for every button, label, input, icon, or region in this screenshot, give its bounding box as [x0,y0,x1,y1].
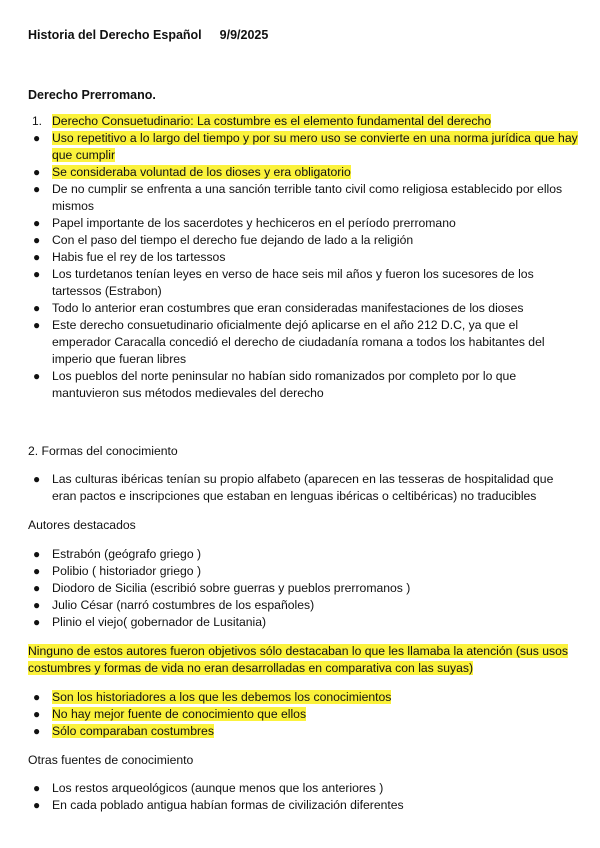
section-title-prerromano: Derecho Prerromano. [28,88,156,102]
list-item-text: Plinio el viejo( gobernador de Lusitania) [52,615,267,629]
document-title: Historia del Derecho Español [28,28,202,42]
list-item: ● Habis fue el rey de los tartessos [33,250,226,264]
list-item-text: Son los historiadores a los que les debemos los conocimientos [52,690,392,704]
list-item-text: Polibio ( historiador griego ) [52,564,202,578]
section-title-formas: 2. Formas del conocimiento [28,444,178,458]
section-title-autores: Autores destacados [28,518,136,532]
list-item: ● Todo lo anterior eran costumbres que eran consideradas manifestaciones de los dioses [33,301,524,315]
list-item: ● No hay mejor fuente de conocimiento que ellos [33,707,307,721]
list-item-text: Todo lo anterior eran costumbres que eran consideradas manifestaciones de los dioses [52,301,524,315]
section1-list [28,113,578,402]
list-item: ● Son los historiadores a los que les debemos los conocimientos [33,690,392,704]
list-item: ● De no cumplir se enfrenta a una sanción terrible tanto civil como religiosa establecido por ellos mismos [33,182,563,213]
document-date: 9/9/2025 [219,28,269,42]
list-item: ● Plinio el viejo( gobernador de Lusitania) [33,615,267,629]
list-item-text: Estrabón (geógrafo griego ) [52,547,202,561]
list-number: 1. [32,114,43,128]
list-item-text: Con el paso del tiempo el derecho fue dejando de lado a la religión [52,233,414,247]
list-item: ● Polibio ( historiador griego ) [33,564,202,578]
list-item: ● Las culturas ibéricas tenían su propio alfabeto (aparecen en las tesseras de hospitalidad que eran pactos e inscripciones que estaban en lenguas ibéricas o celtibéricas) no traducibles [33,472,554,503]
list-item: ● Diodoro de Sicilia (escribió sobre guerras y pueblos prerromanos ) [33,581,411,595]
note-paragraph [28,643,578,677]
list-item-text: Se consideraba voluntad de los dioses y era obligatorio [52,165,351,179]
list-item: ● Papel importante de los sacerdotes y hechiceros en el período prerromano [33,216,456,230]
other-list [28,780,578,814]
document-header [28,27,268,44]
list-item-text: Papel importante de los sacerdotes y hechiceros en el período prerromano [52,216,456,230]
list-item: ● Con el paso del tiempo el derecho fue dejando de lado a la religión [33,233,414,247]
list-item: ● Este derecho consuetudinario oficialmente dejó aplicarse en el año 212 D.C, ya que el emperador Caracalla concedió el derecho de ciudadanía romana a todos los habitantes del imperio que fueran libres [33,318,545,366]
list-item-text: En cada poblado antigua habían formas de civilización diferentes [52,798,404,812]
section-title-otras: Otras fuentes de conocimiento [28,753,194,767]
list-item: ● Estrabón (geógrafo griego ) [33,547,202,561]
authors-list [28,546,578,631]
list-item-text: De no cumplir se enfrenta a una sanción terrible tanto civil como religiosa establecido por ellos mismos [52,182,563,213]
list-item: ● Sólo comparaban costumbres [33,724,214,738]
list-item-text: Los pueblos del norte peninsular no habían sido romanizados por completo por lo que mantuvieron sus métodos medievales del derecho [52,369,517,400]
note-list [28,689,578,740]
list-item-text: Uso repetitivo a lo largo del tiempo y por su mero uso se convierte en una norma jurídica que hay que cumplir [52,131,578,162]
list-item-text: Este derecho consuetudinario oficialmente dejó aplicarse en el año 212 D.C, ya que el emperador Caracalla concedió el derecho de ciudadanía romana a todos los habitantes del imperio que fueran libres [52,318,545,366]
list-item: ● Se consideraba voluntad de los dioses y era obligatorio [33,165,351,179]
list-item: ● Julio César (narró costumbres de los españoles) [33,598,315,612]
list-item-text: Las culturas ibéricas tenían su propio alfabeto (aparecen en las tesseras de hospitalidad que eran pactos e inscripciones que estaban en lenguas ibéricas o celtibéricas) no traducibles [52,472,554,503]
list-item: ● En cada poblado antigua habían formas de civilización diferentes [33,798,404,812]
list-item-text: Los turdetanos tenían leyes en verso de hace seis mil años y fueron los sucesores de los tartessos (Estrabon) [52,267,534,298]
note-text: Ninguno de estos autores fueron objetivos sólo destacaban lo que les llamaba la atención (sus usos costumbres y formas de vida no eran desarrolladas en comparativa con las suyas) [28,644,568,675]
list-item-text: No hay mejor fuente de conocimiento que ellos [52,707,307,721]
list-item-text: Habis fue el rey de los tartessos [52,250,226,264]
list-item-text: Derecho Consuetudinario: La costumbre es el elemento fundamental del derecho [52,114,492,128]
section2-list [28,471,578,505]
list-item: ● Los turdetanos tenían leyes en verso de hace seis mil años y fueron los sucesores de los tartessos (Estrabon) [33,267,534,298]
list-item-text: Sólo comparaban costumbres [52,724,214,738]
list-item-text: Diodoro de Sicilia (escribió sobre guerras y pueblos prerromanos ) [52,581,411,595]
list-item-text: Julio César (narró costumbres de los españoles) [52,598,315,612]
numbered-item [28,113,578,130]
list-item: ● Los restos arqueológicos (aunque menos que los anteriores ) [33,781,384,795]
list-item-text: Los restos arqueológicos (aunque menos que los anteriores ) [52,781,384,795]
list-item: ● Los pueblos del norte peninsular no habían sido romanizados por completo por lo que mantuvieron sus métodos medievales del derecho [33,369,517,400]
list-item: ● Uso repetitivo a lo largo del tiempo y por su mero uso se convierte en una norma jurídica que hay que cumplir [33,131,578,162]
